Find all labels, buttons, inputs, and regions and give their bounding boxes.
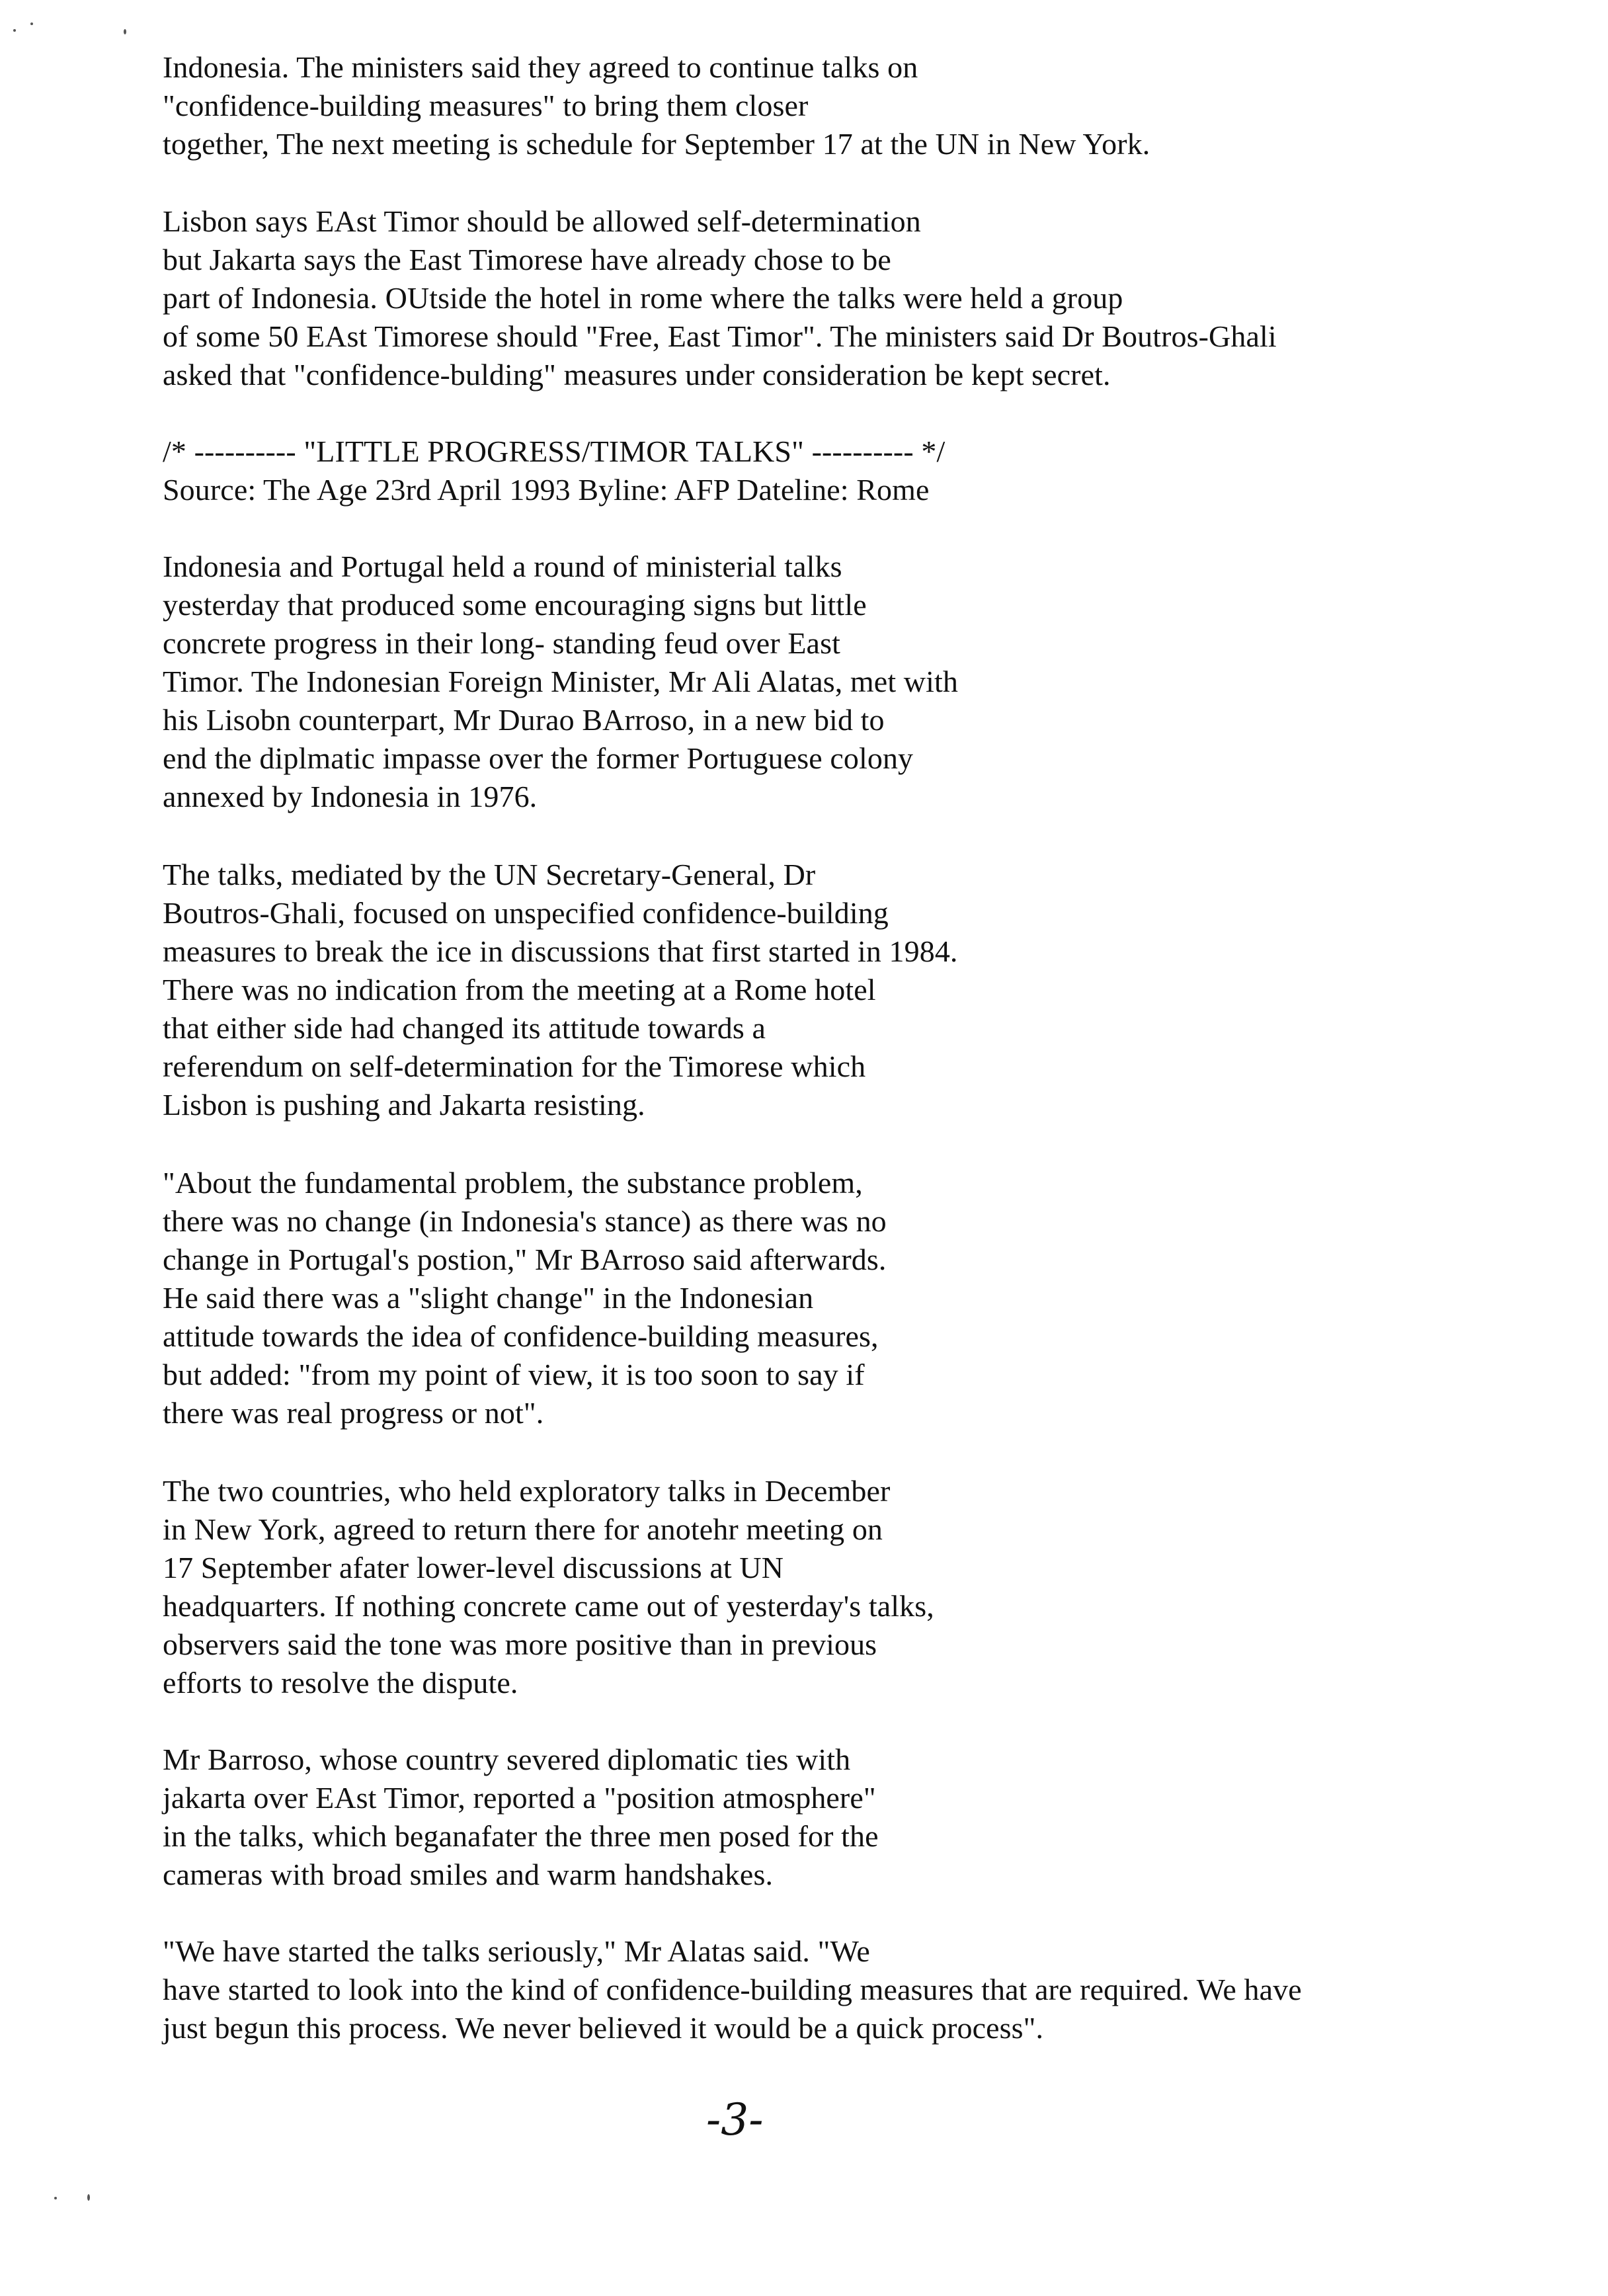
scan-speck: [87, 2194, 90, 2201]
text-line: Mr Barroso, whose country severed diplomatic ties with: [163, 1742, 851, 1776]
text-line: but Jakarta says the East Timorese have already chose to be: [163, 243, 891, 276]
paragraph-3: [163, 548, 958, 816]
text-line: attitude towards the idea of confidence-building measures,: [163, 1319, 879, 1353]
text-line: there was no change (in Indonesia's stance) as there was no: [163, 1204, 887, 1238]
paragraph-6: [163, 1472, 934, 1702]
paragraph-5: [163, 1164, 887, 1432]
text-line: Indonesia. The ministers said they agreed to continue talks on: [163, 50, 918, 84]
text-line: "confidence-building measures" to bring them closer: [163, 89, 809, 122]
paragraph-1: [163, 48, 1150, 163]
text-line: change in Portugal's postion," Mr BArroso said afterwards.: [163, 1243, 887, 1276]
page-number: -3-: [706, 2094, 764, 2145]
scan-speck: [124, 29, 126, 34]
article-source-line: Source: The Age 23rd April 1993 Byline: AFP Dateline: Rome: [163, 473, 930, 507]
text-line: his Lisobn counterpart, Mr Durao BArroso, in a new bid to: [163, 703, 885, 737]
paragraph-7: [163, 1741, 879, 1894]
text-line: end the diplmatic impasse over the former Portuguese colony: [163, 741, 914, 775]
scan-speck: [13, 29, 16, 32]
text-line: measures to break the ice in discussions that first started in 1984.: [163, 934, 958, 968]
text-line: in the talks, which beganafater the three men posed for the: [163, 1819, 879, 1853]
paragraph-8: [163, 1932, 1302, 2047]
text-line: of some 50 EAst Timorese should "Free, East Timor". The ministers said Dr Boutros-Ghali: [163, 319, 1277, 353]
text-line: but added: "from my point of view, it is too soon to say if: [163, 1358, 865, 1391]
text-line: "We have started the talks seriously," Mr Alatas said. "We: [163, 1934, 870, 1968]
text-line: referendum on self-determination for the Timorese which: [163, 1049, 866, 1083]
text-line: "About the fundamental problem, the substance problem,: [163, 1166, 863, 1200]
article-title-line: /* ---------- "LITTLE PROGRESS/TIMOR TALKS" ---------- */: [163, 434, 945, 468]
text-line: have started to look into the kind of confidence-building measures that are required. We have: [163, 1973, 1302, 2006]
text-line: asked that "confidence-bulding" measures under consideration be kept secret.: [163, 358, 1111, 391]
text-line: 17 September afater lower-level discussions at UN: [163, 1551, 784, 1584]
text-line: there was real progress or not".: [163, 1396, 544, 1430]
text-line: efforts to resolve the dispute.: [163, 1666, 518, 1700]
article-header: [163, 432, 945, 509]
text-line: concrete progress in their long- standing feud over East: [163, 626, 840, 660]
scan-speck: [54, 2197, 57, 2199]
text-line: observers said the tone was more positive than in previous: [163, 1627, 877, 1661]
scan-speck: [30, 22, 33, 25]
text-line: annexed by Indonesia in 1976.: [163, 780, 538, 813]
paragraph-4: [163, 856, 958, 1124]
text-line: He said there was a "slight change" in the Indonesian: [163, 1281, 814, 1315]
text-line: Boutros-Ghali, focused on unspecified confidence-building: [163, 896, 889, 930]
text-line: that either side had changed its attitude towards a: [163, 1011, 766, 1045]
text-line: just begun this process. We never believed it would be a quick process".: [163, 2011, 1044, 2045]
text-line: Lisbon says EAst Timor should be allowed self-determination: [163, 204, 921, 238]
text-line: together, The next meeting is schedule for September 17 at the UN in New York.: [163, 127, 1150, 161]
text-line: yesterday that produced some encouraging signs but little: [163, 588, 867, 622]
text-line: headquarters. If nothing concrete came out of yesterday's talks,: [163, 1589, 934, 1623]
text-line: The two countries, who held exploratory talks in December: [163, 1474, 891, 1508]
text-line: part of Indonesia. OUtside the hotel in rome where the talks were held a group: [163, 281, 1123, 315]
text-line: Timor. The Indonesian Foreign Minister, Mr Ali Alatas, met with: [163, 665, 958, 698]
paragraph-2: [163, 202, 1277, 394]
text-line: Lisbon is pushing and Jakarta resisting.: [163, 1088, 645, 1122]
text-line: cameras with broad smiles and warm handshakes.: [163, 1858, 774, 1891]
text-line: in New York, agreed to return there for anotehr meeting on: [163, 1512, 883, 1546]
text-line: jakarta over EAst Timor, reported a "position atmosphere": [163, 1781, 876, 1815]
text-line: The talks, mediated by the UN Secretary-General, Dr: [163, 858, 816, 891]
text-line: Indonesia and Portugal held a round of ministerial talks: [163, 550, 842, 583]
text-line: There was no indication from the meeting at a Rome hotel: [163, 973, 876, 1006]
